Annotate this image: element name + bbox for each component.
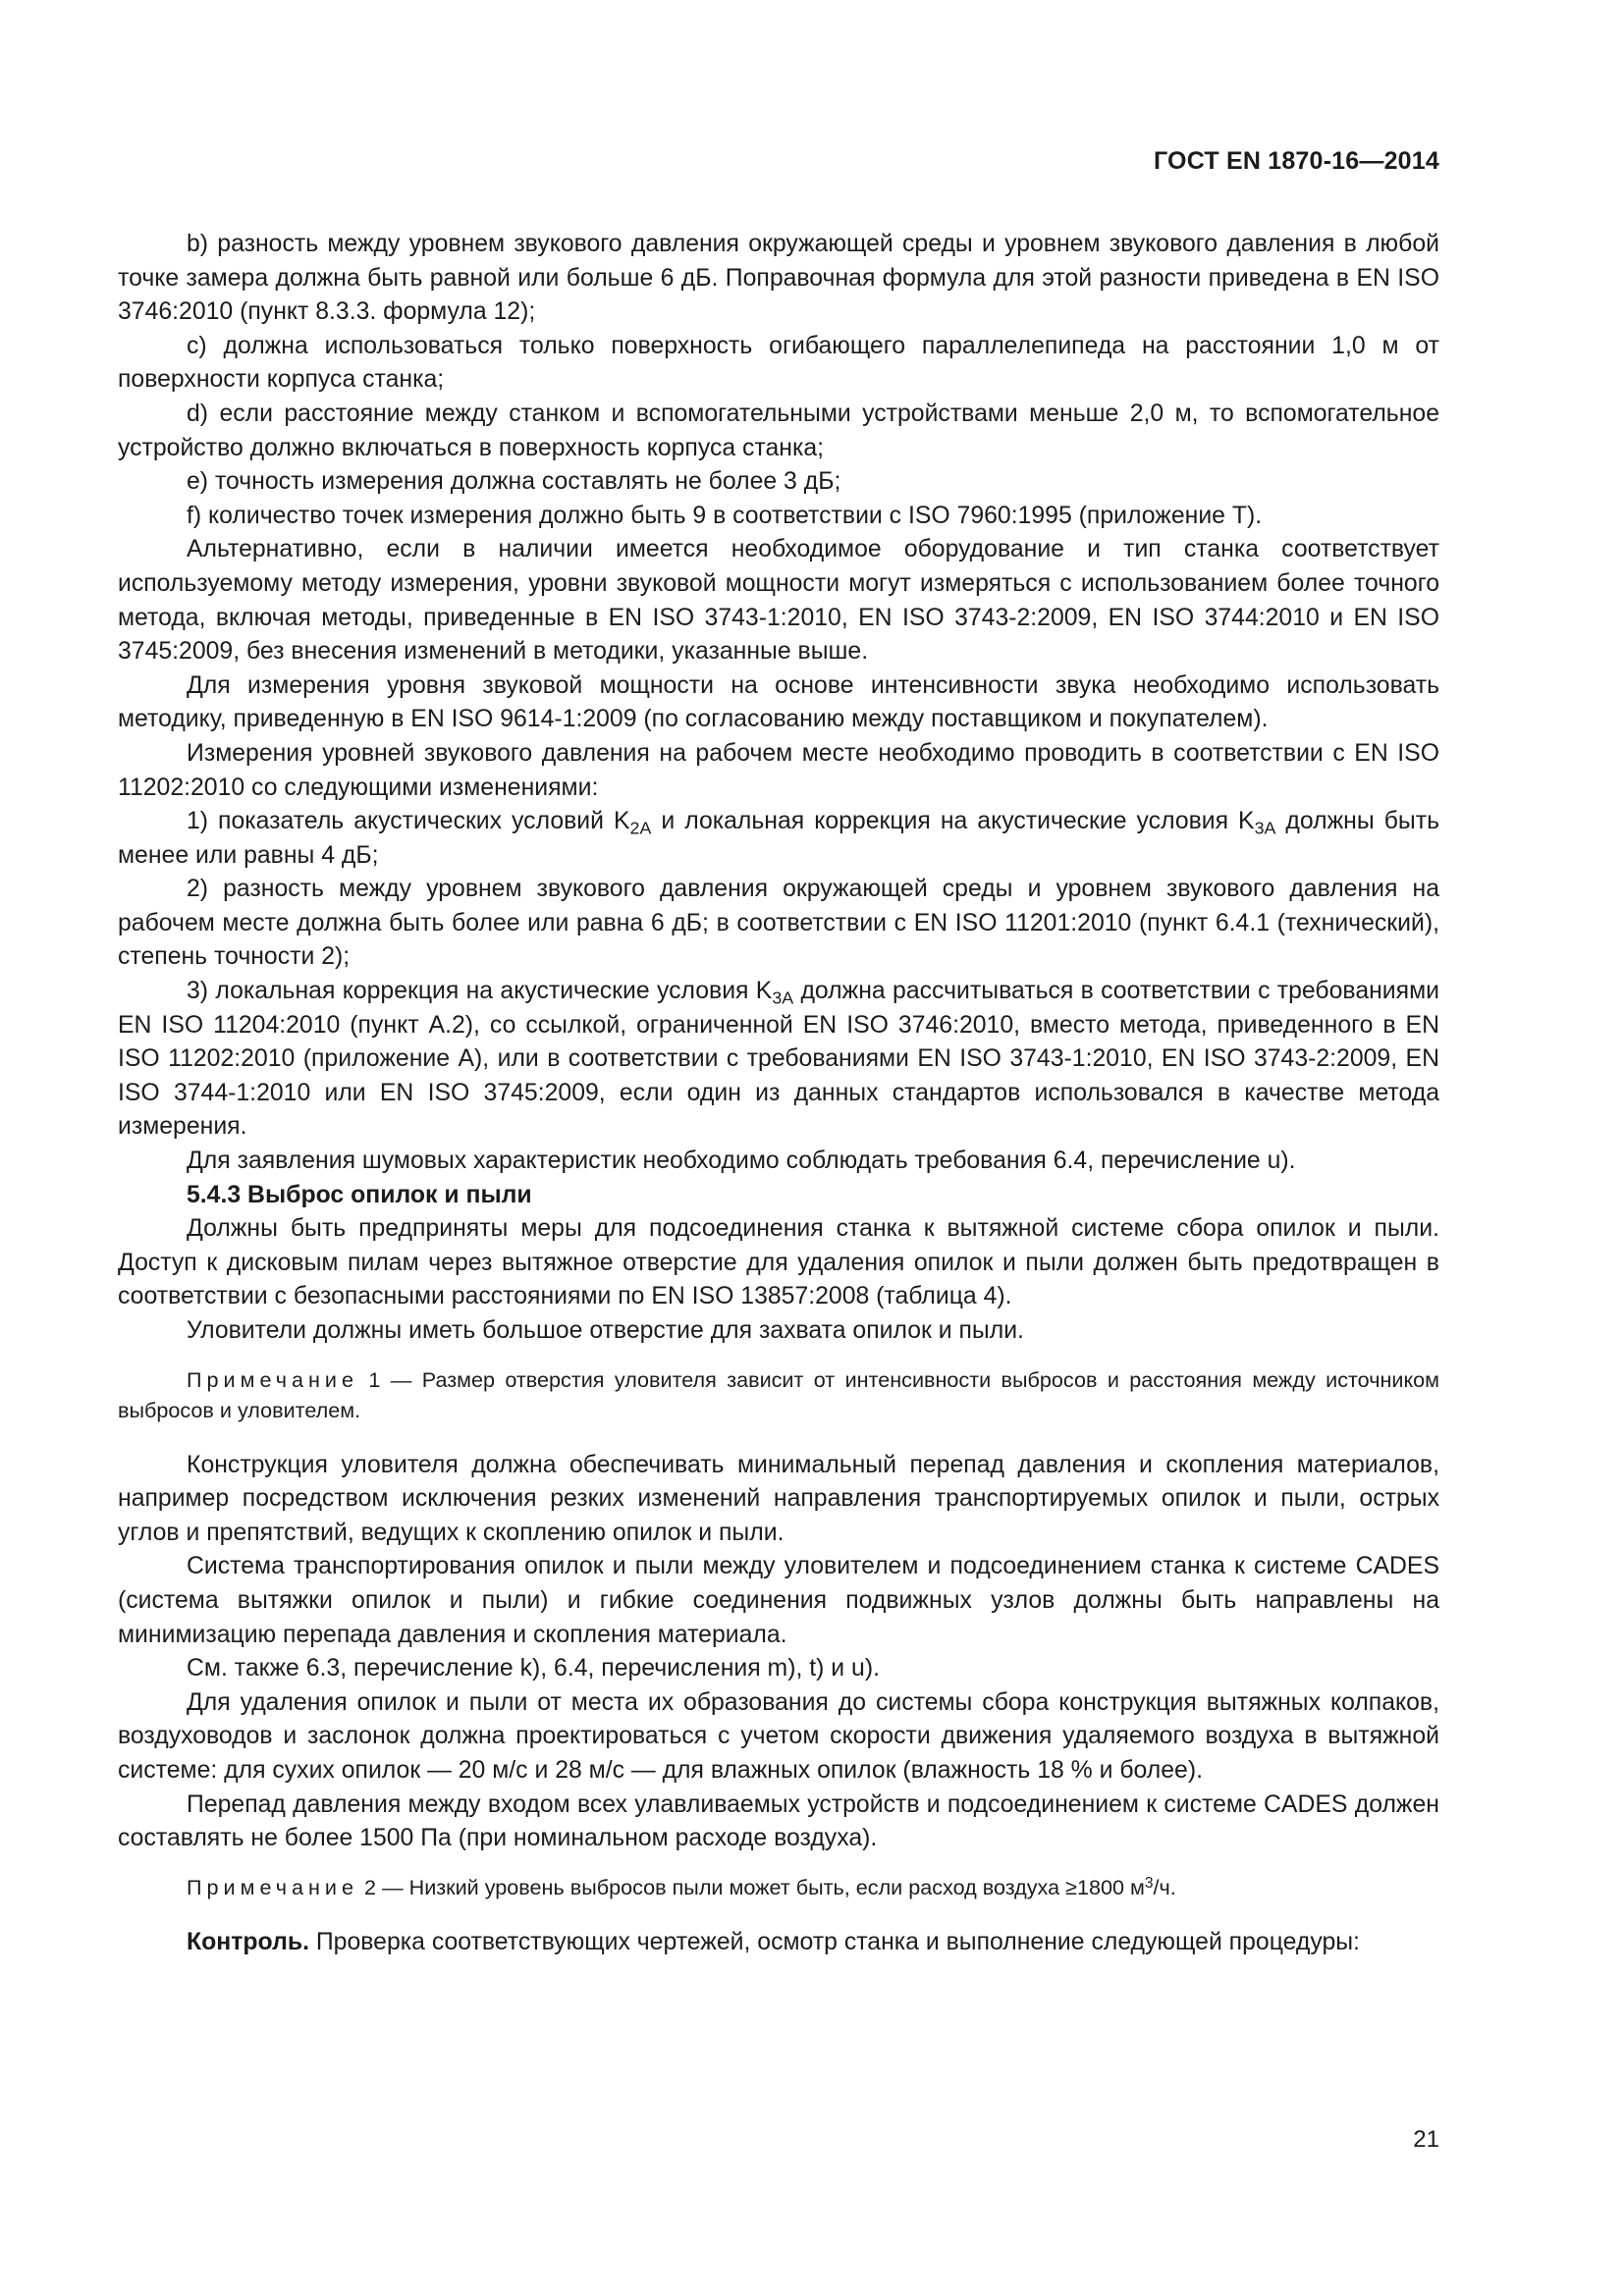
paragraph-extraction-connection: Должны быть предприняты меры для подсоединения станка к вытяжной системе сбора опилок и пыли. Доступ к дисковым пилам через вытяжное отверстие для удаления опилок и пыли должен быть предотвращен в соответствии с безопасными расстояниями по EN ISO 13857:2008 (таблица 4). [118,1215,1439,1310]
superscript-3: 3 [1144,1874,1154,1892]
paragraph-noise-declaration: Для заявления шумовых характеристик необходимо соблюдать требования 6.4, перечисление u). [187,1148,1296,1175]
paragraph-item-3-text-a: 3) локальная коррекция на акустические условия K [187,978,773,1005]
document-code-header: ГОСТ EN 1870-16—2014 [1154,147,1439,175]
paragraph-sound-intensity: Для измерения уровня звуковой мощности на основе интенсивности звука необходимо использовать методику, приведенную в EN ISO 9614-1:2009 (по согласованию между поставщиком и покупателем). [118,671,1439,733]
paragraph-item-e: e) точность измерения должна составлять не более 3 дБ; [187,468,841,496]
paragraph-cades-transport: Система транспортирования опилок и пыли между уловителем и подсоединением станка к системе CADES (система вытяжки опилок и пыли) и гибкие соединения подвижных узлов должны быть направлены на минимизацию перепада давления и скопления материала. [118,1553,1439,1648]
paragraph-item-1 [118,805,1439,873]
paragraph-workstation-measurement: Измерения уровней звукового давления на рабочем месте необходимо проводить в соответствии с EN ISO 11202:2010 со следующими изменениями: [118,739,1439,801]
note-1 [118,1364,1439,1425]
note-2-tail: /ч. [1153,1874,1176,1899]
subscript-2a: 2A [629,818,652,838]
note-2 [118,1872,1439,1902]
paragraph-item-b: b) разность между уровнем звукового давления окружающей среды и уровнем звукового давления в любой точке замера должна быть равной или больше 6 дБ. Поправочная формула для этой разности приведена в EN ISO 3746:2010 (пункт 8.3.3. формула 12); [118,231,1439,326]
paragraph-alternative-methods: Альтернативно, если в наличии имеется необходимое оборудование и тип станка соответствует используемому методу измерения, уровни звуковой мощности могут измеряться с использованием более точного метода, включая методы, приведенные в EN ISO 3743-1:2010, EN ISO 3743-2:2009, EN ISO 3744:2010 и EN ISO 3745:2009, без внесения изменений в методики, указанные выше. [118,536,1439,666]
subscript-3a: 3A [772,988,794,1008]
paragraph-air-velocity: Для удаления опилок и пыли от места их образования до системы сбора конструкция вытяжных колпаков, воздуховодов и заслонок должна проектироваться с учетом скорости движения удаляемого воздуха в вытяжной системе: для сухих опилок — 20 м/с и 28 м/с — для влажных опилок (влажность 18 % и более). [118,1688,1439,1784]
paragraph-control [118,1926,1439,1960]
paragraph-item-2: 2) разность между уровнем звукового давления окружающей среды и уровнем звукового давления на рабочем месте должна быть более или равна 6 дБ; в соответствии с EN ISO 11201:2010 (пункт 6.4.1 (технический), степень точности 2); [118,876,1439,971]
paragraph-pressure-drop: Перепад давления между входом всех улавливаемых устройств и подсоединением к системе CADES должен составлять не более 1500 Па (при номинальном расходе воздуха). [118,1790,1439,1852]
paragraph-item-c: c) должна использоваться только поверхность огибающего параллелепипеда на расстоянии 1,0 м от поверхности корпуса станка; [118,332,1439,394]
paragraph-item-1-text-c: должны быть менее или равны 4 дБ; [118,808,1439,869]
note-2-text: 2 — Низкий уровень выбросов пыли может быть, если расход воздуха ≥1800 м [358,1874,1145,1899]
paragraph-item-f: f) количество точек измерения должно быть 9 в соответствии с ISO 7960:1995 (приложение Т). [187,502,1263,529]
control-text: Проверка соответствующих чертежей, осмотр станка и выполнение следующей процедуры: [308,1928,1360,1955]
paragraph-see-also: См. также 6.3, перечисление k), 6.4, перечисления m), t) и u). [187,1655,880,1682]
page-number: 21 [1413,2126,1439,2153]
paragraph-item-1-text-a: 1) показатель акустических условий K [187,808,630,835]
paragraph-item-d: d) если расстояние между станком и вспомогательными устройствами меньше 2,0 м, то вспомогательное устройство должно включаться в поверхность корпуса станка; [118,400,1439,461]
note-1-text: 1 — Размер отверстия уловителя зависит от интенсивности выбросов и расстояния между источником выбросов и уловителем. [118,1366,1439,1422]
paragraph-item-3 [118,975,1439,1145]
note-1-label: Примечание [187,1366,358,1392]
note-2-label: Примечание [187,1874,358,1899]
subscript-3a: 3A [1254,818,1276,838]
paragraph-hood-design: Конструкция уловителя должна обеспечивать минимальный перепад давления и скопления материалов, например посредством исключения резких изменений направления транспортируемых опилок и пыли, острых углов и препятствий, ведущих к скоплению опилок и пыли. [118,1451,1439,1546]
paragraph-item-3-text-b: должна рассчитываться в соответствии с требованиями EN ISO 11204:2010 (пункт А.2), со ссылкой, ограниченной EN ISO 3746:2010, вместо метода, приведенного в EN ISO 11202:2010 (приложение А), или в соответствии с требованиями EN ISO 3743-1:2010, EN ISO 3743-2:2009, EN ISO 3744-1:2010 или EN ISO 3745:2009, если один из данных стандартов использовался в качестве метода измерения. [118,978,1439,1141]
control-label: Контроль. [187,1928,309,1955]
section-heading-5-4-3: 5.4.3 Выброс опилок и пыли [187,1181,532,1208]
paragraph-item-1-text-b: и локальная коррекция на акустические условия K [651,808,1255,835]
paragraph-capture-opening: Уловители должны иметь большое отверстие для захвата опилок и пыли. [187,1317,1024,1344]
document-body [118,228,1439,1959]
